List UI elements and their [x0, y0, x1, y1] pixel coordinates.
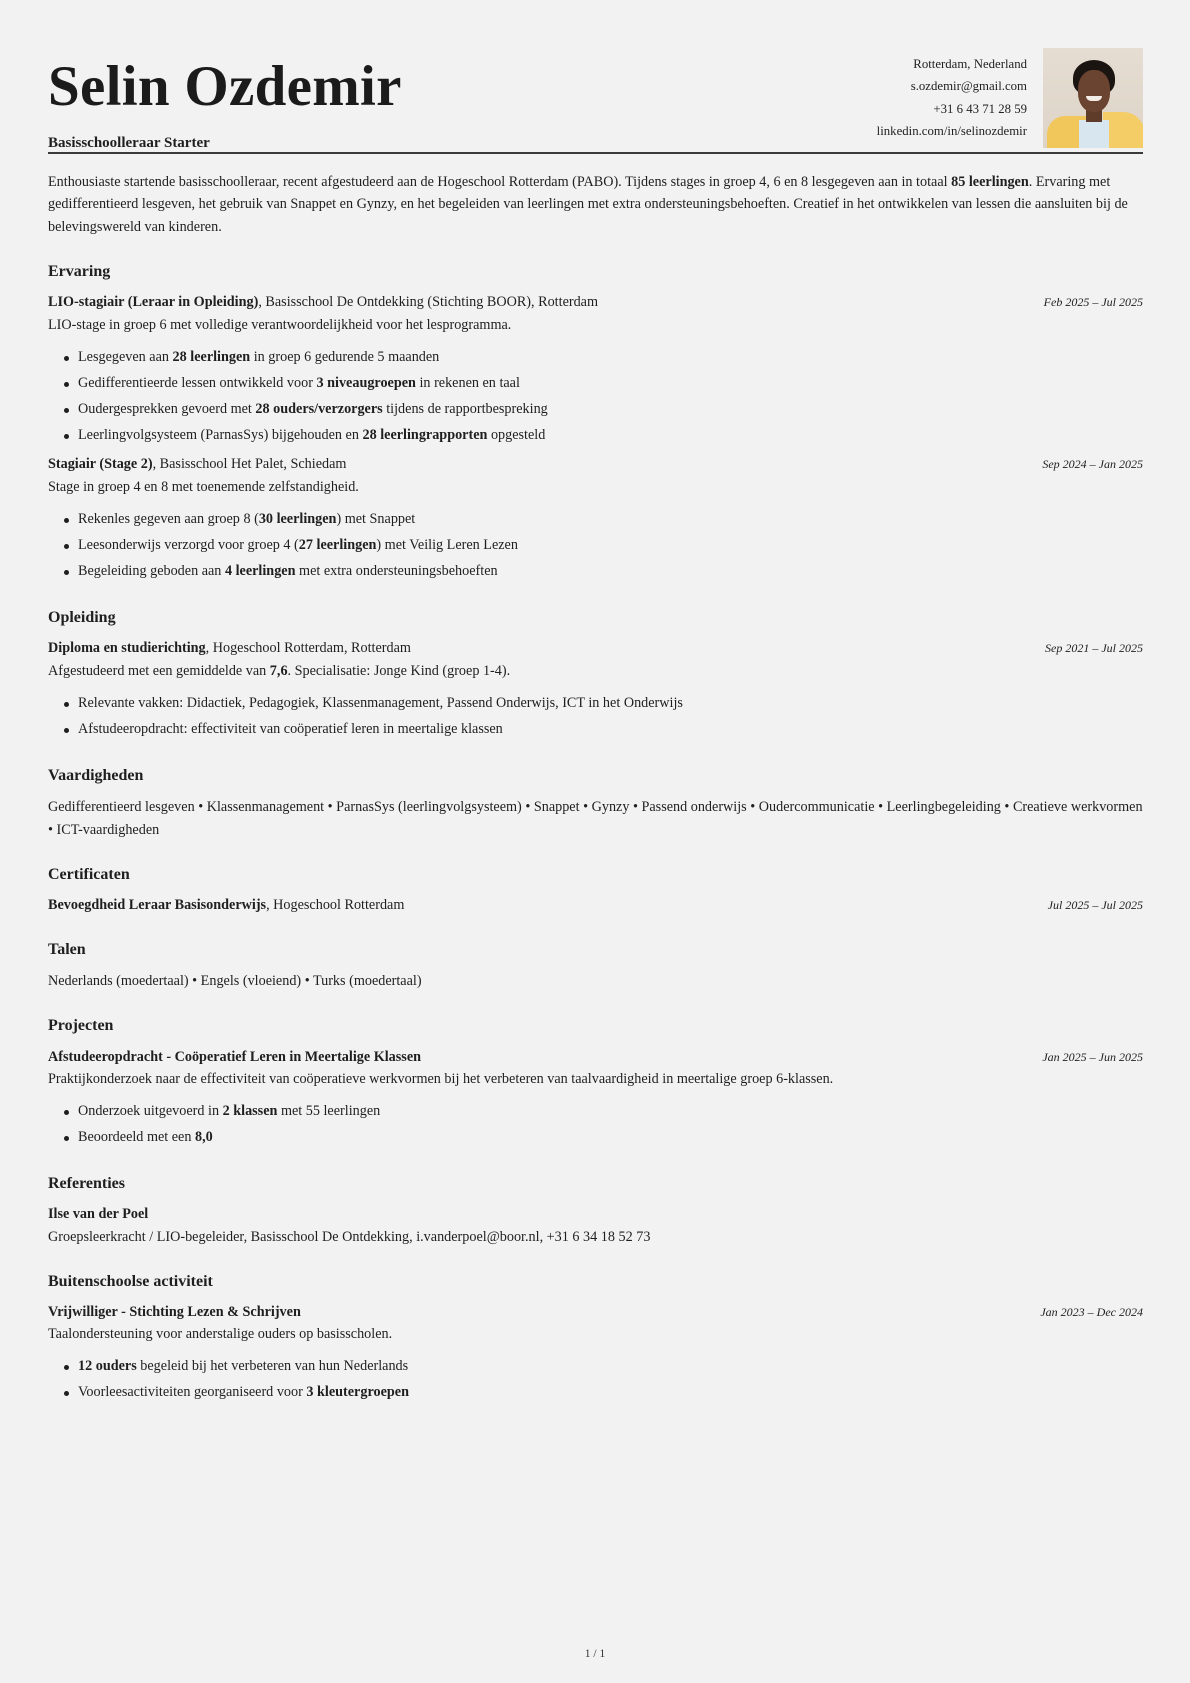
section-title-skills: Vaardigheden — [48, 766, 144, 784]
entry-date: Jul 2025 – Jul 2025 — [1047, 898, 1143, 913]
entry-date: Sep 2021 – Jul 2025 — [1045, 641, 1143, 656]
bullet-item: Begeleiding geboden aan 4 leerlingen met extra ondersteuningsbehoeften — [62, 558, 1143, 584]
entry-title-line — [48, 454, 346, 475]
entry-bullets — [48, 344, 1143, 449]
entry-bullets — [48, 506, 1143, 585]
entry-description: Afgestudeerd met een gemiddelde van 7,6. Specialisatie: Jonge Kind (groep 1-4). — [48, 662, 511, 679]
entry-degree: Diploma en studierichting — [48, 640, 206, 657]
skills-list: Gedifferentieerd lesgeven • Klassenmanagement • ParnasSys (leerlingvolgsysteem) • Snappet • Gynzy • Passend onderwijs • Oudercommunicatie • Leerlingbegeleiding • Creatieve werkvormen • ICT-vaardigheden — [48, 799, 1143, 838]
profile-photo — [1043, 48, 1143, 148]
entry-description: LIO-stage in groep 6 met volledige verantwoordelijkheid voor het lesprogramma. — [48, 317, 512, 333]
entry-title-line — [48, 638, 411, 659]
contact-linkedin[interactable]: linkedin.com/in/selinozdemir — [876, 123, 1027, 138]
project-name: Afstudeeropdracht - Coöperatief Leren in Meertalige Klassen — [48, 1048, 422, 1065]
reference-entry — [48, 1204, 1143, 1247]
contact-block — [877, 53, 1027, 142]
contact-location: Rotterdam, Nederland — [913, 57, 1027, 71]
resume-page — [48, 48, 1143, 1411]
bullet-item: Gedifferentieerde lessen ontwikkeld voor 3 niveaugroepen in rekenen en taal — [62, 370, 1143, 396]
education-entry — [48, 638, 1143, 742]
entry-bullets — [48, 690, 1143, 742]
reference-name: Ilse van der Poel — [48, 1206, 149, 1223]
bullet-item: Afstudeeropdracht: effectiviteit van coöperatief leren in meertalige klassen — [62, 716, 1143, 742]
photo-smile — [1086, 96, 1102, 101]
summary-text-1: Enthousiaste startende basisschoolleraar, recent afgestudeerd aan de Hogeschool Rotterdam (PABO). Tijdens stages in groep 4, 6 en 8 lesgegeven aan in totaal — [48, 174, 952, 190]
entry-title-line — [48, 292, 598, 313]
summary-highlight: 85 leerlingen — [951, 174, 1029, 190]
candidate-role: Basisschoolleraar Starter — [48, 135, 210, 151]
header-left — [48, 48, 402, 155]
entry-header — [48, 1302, 1143, 1323]
section-title-experience: Ervaring — [48, 263, 111, 281]
profile-summary — [48, 171, 1143, 238]
languages-list: Nederlands (moedertaal) • Engels (vloeiend) • Turks (moedertaal) — [48, 972, 422, 989]
entry-header — [48, 638, 1143, 659]
entry-org: , Hogeschool Rotterdam, Rotterdam — [205, 640, 411, 657]
entry-role: LIO-stagiair (Leraar in Opleiding) — [48, 294, 259, 311]
experience-entry — [48, 454, 1143, 584]
entry-header — [48, 1047, 1143, 1068]
photo-jacket-right — [1103, 112, 1143, 148]
bullet-item: Voorleesactiviteiten georganiseerd voor 3 kleutergroepen — [62, 1379, 1143, 1405]
activity-name: Vrijwilliger - Stichting Lezen & Schrijven — [48, 1303, 301, 1320]
page-number: 1 / 1 — [584, 1648, 606, 1660]
reference-details: Groepsleerkracht / LIO-begeleider, Basisschool De Ontdekking, i.vanderpoel@boor.nl, +31 6 34 18 52 73 — [48, 1228, 651, 1245]
extracurricular-entry — [48, 1302, 1143, 1406]
bullet-item: Leerlingvolgsysteem (ParnasSys) bijgehouden en 28 leerlingrapporten opgesteld — [62, 422, 1143, 448]
contact-email[interactable]: s.ozdemir@gmail.com — [910, 79, 1027, 94]
certificate-entry — [48, 895, 1143, 916]
candidate-name: Selin Ozdemir — [48, 55, 402, 118]
section-title-extracurricular: Buitenschoolse activiteit — [48, 1272, 213, 1290]
bullet-item: Onderzoek uitgevoerd in 2 klassen met 55 leerlingen — [62, 1098, 1143, 1124]
entry-bullets — [48, 1098, 1143, 1150]
bullet-item: Beoordeeld met een 8,0 — [62, 1124, 1143, 1150]
section-title-education: Opleiding — [48, 609, 116, 627]
section-title-references: Referenties — [48, 1175, 125, 1193]
photo-shirt — [1079, 120, 1109, 148]
bullet-item: Relevante vakken: Didactiek, Pedagogiek, Klassenmanagement, Passend Onderwijs, ICT in het Onderwijs — [62, 690, 1143, 716]
bullet-item: Rekenles gegeven aan groep 8 (30 leerlingen) met Snappet — [62, 506, 1143, 532]
contact-phone[interactable]: +31 6 43 71 28 59 — [933, 101, 1027, 116]
resume-header — [48, 48, 1143, 152]
project-entry — [48, 1047, 1143, 1151]
entry-date: Sep 2024 – Jan 2025 — [1042, 457, 1143, 472]
entry-header — [48, 292, 1143, 313]
bullet-item: Oudergesprekken gevoerd met 28 ouders/verzorgers tijdens de rapportbespreking — [62, 396, 1143, 422]
entry-header — [48, 895, 1143, 916]
entry-date: Jan 2025 – Jun 2025 — [1042, 1049, 1143, 1064]
entry-bullets — [48, 1353, 1143, 1405]
entry-description: Taalondersteuning voor anderstalige ouders op basisscholen. — [48, 1326, 393, 1343]
section-title-certificates: Certificaten — [48, 865, 130, 883]
entry-role: Stagiair (Stage 2) — [48, 456, 153, 473]
bullet-item: 12 ouders begeleid bij het verbeteren van hun Nederlands — [62, 1353, 1143, 1379]
photo-face — [1078, 70, 1110, 112]
summary-text-2: . Ervaring met gedifferentieerd lesgeven, het gebruik van Snappet en Gynzy, en het begeleiden van leerlingen met extra ondersteuningsbehoeften. Creatief in het ontwikkelen van lessen die aansluiten bij de belevingswereld van kinderen. — [48, 174, 1128, 235]
entry-title-line — [48, 895, 404, 916]
entry-header — [48, 454, 1143, 475]
entry-description: Praktijkonderzoek naar de effectiviteit van coöperatieve werkvormen bij het verbeteren van taalvaardigheid in meertalige groep 6-klassen. — [48, 1071, 834, 1088]
entry-org: , Basisschool De Ontdekking (Stichting BOOR), Rotterdam — [258, 294, 599, 311]
entry-description: Stage in groep 4 en 8 met toenemende zelfstandigheid. — [48, 479, 359, 495]
entry-date: Feb 2025 – Jul 2025 — [1043, 295, 1143, 310]
section-title-projects: Projecten — [48, 1017, 114, 1035]
section-title-languages: Talen — [48, 940, 86, 958]
experience-entry — [48, 292, 1143, 448]
certificate-org: , Hogeschool Rotterdam — [266, 897, 405, 914]
header-right — [877, 48, 1143, 148]
entry-date: Jan 2023 – Dec 2024 — [1040, 1304, 1143, 1319]
entry-org: , Basisschool Het Palet, Schiedam — [152, 456, 347, 473]
certificate-name: Bevoegdheid Leraar Basisonderwijs — [48, 897, 267, 914]
bullet-item: Leesonderwijs verzorgd voor groep 4 (27 leerlingen) met Veilig Leren Lezen — [62, 532, 1143, 558]
bullet-item: Lesgegeven aan 28 leerlingen in groep 6 gedurende 5 maanden — [62, 344, 1143, 370]
